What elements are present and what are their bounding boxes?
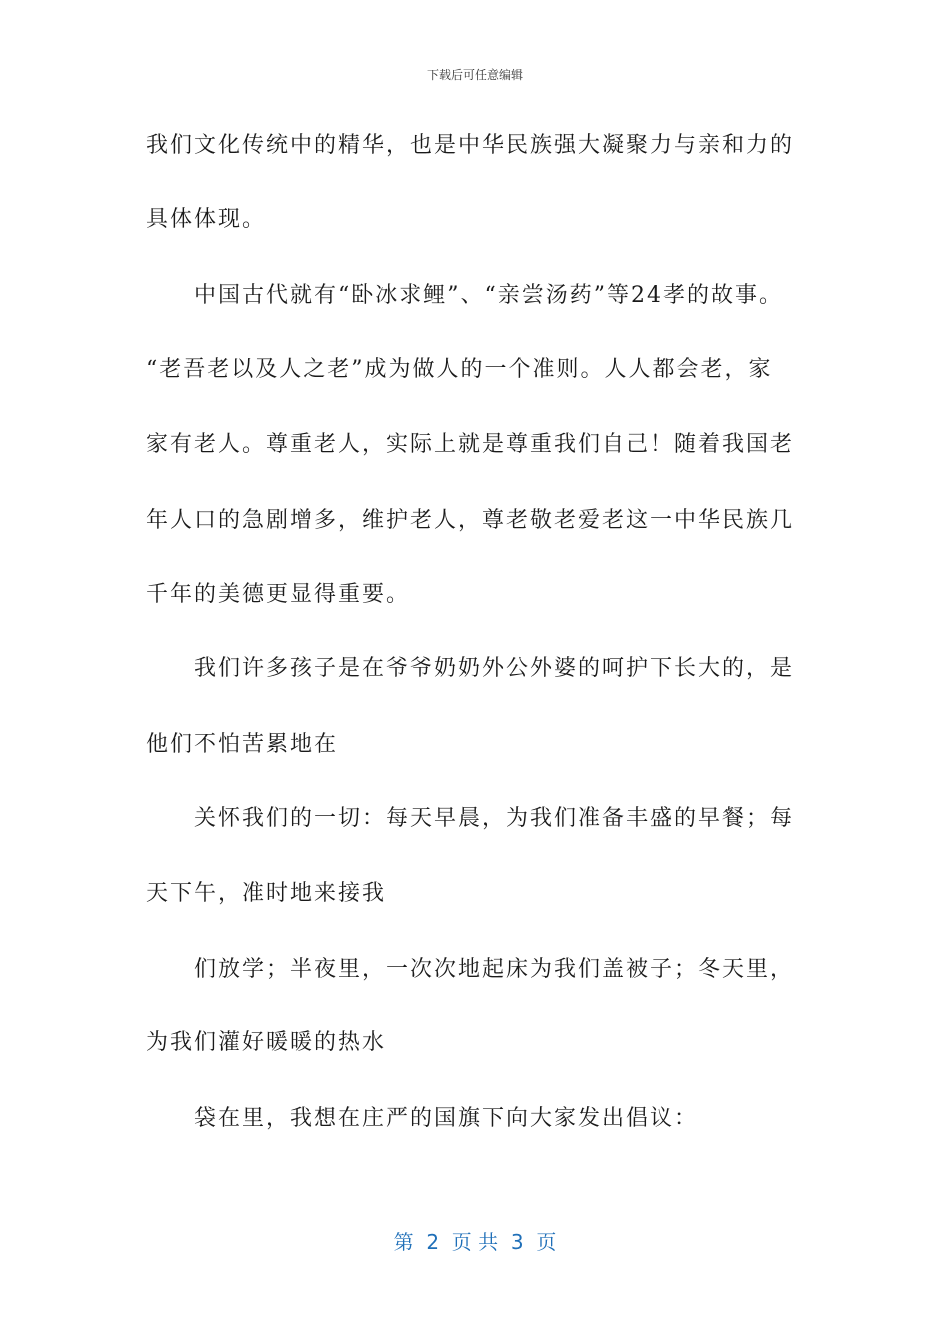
page-number-footer: 第 2 页 共 3 页 (393, 1230, 557, 1254)
page-header: 下载后可任意编辑 (426, 68, 523, 82)
text-line: 千年的美德更显得重要。 (146, 582, 411, 607)
text-line: 为我们灌好暖暖的热水 (146, 1030, 387, 1055)
text-line: 年人口的急剧增多，维护老人，尊老敬老爱老这一中华民族几 (146, 508, 795, 533)
text-line: 具体体现。 (146, 207, 267, 232)
text-line: 中国古代就有“卧冰求鲤”、“亲尝汤药”等24孝的故事。 (194, 283, 783, 308)
text-line: 关怀我们的一切：每天早晨，为我们准备丰盛的早餐；每 (194, 806, 795, 831)
text-line: 家有老人。尊重老人，实际上就是尊重我们自己！随着我国老 (146, 432, 795, 457)
text-line: 我们许多孩子是在爷爷奶奶外公外婆的呵护下长大的，是 (194, 656, 795, 681)
text-line: 们放学；半夜里，一次次地起床为我们盖被子；冬天里， (194, 957, 795, 982)
text-line: “老吾老以及人之老”成为做人的一个准则。人人都会老，家 (146, 357, 773, 382)
text-line: 袋在里，我想在庄严的国旗下向大家发出倡议： (194, 1106, 699, 1131)
text-line: 天下午，准时地来接我 (146, 881, 387, 906)
text-line: 他们不怕苦累地在 (146, 732, 339, 757)
text-line: 我们文化传统中的精华，也是中华民族强大凝聚力与亲和力的 (146, 133, 795, 158)
